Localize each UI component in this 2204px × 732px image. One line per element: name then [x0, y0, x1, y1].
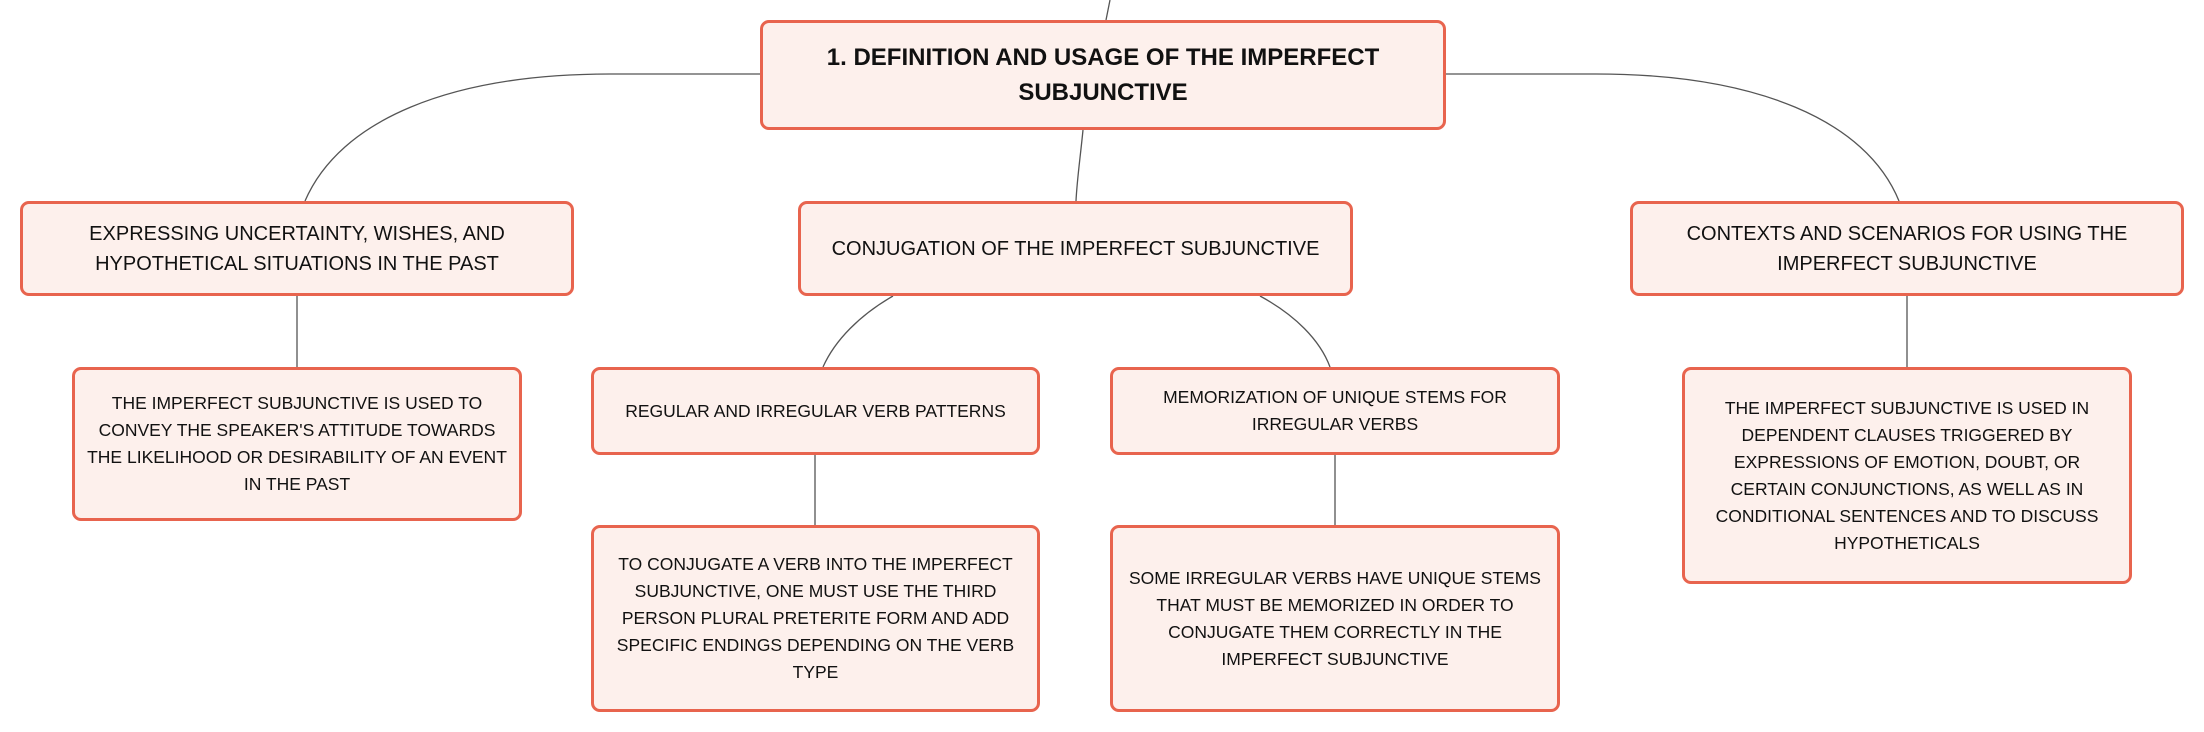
detail-node-verb-patterns[interactable]	[591, 525, 1040, 712]
detail-node-contexts[interactable]	[1682, 367, 2132, 584]
topic-label-contexts: CONTEXTS AND SCENARIOS FOR USING THE IMPERFECT SUBJUNCTIVE	[1686, 222, 2128, 275]
connector-root-to-right	[1446, 74, 1899, 201]
detail-label-verb-patterns: TO CONJUGATE A VERB INTO THE IMPERFECT SUBJUNCTIVE, ONE MUST USE THE THIRD PERSON PLURAL PRETERITE FORM AND ADD SPECIFIC ENDINGS DEPENDING ON THE VERB TYPE	[616, 554, 1015, 682]
detail-label-contexts: THE IMPERFECT SUBJUNCTIVE IS USED IN DEPENDENT CLAUSES TRIGGERED BY EXPRESSIONS OF EMOTION, DOUBT, OR CERTAIN CONJUNCTIONS, AS WELL AS IN CONDITIONAL SENTENCES AND TO DISCUSS HYPOTHETICALS	[1715, 397, 2099, 553]
subtopic-label-verb-patterns: REGULAR AND IRREGULAR VERB PATTERNS	[625, 400, 1006, 421]
detail-node-memorization[interactable]	[1110, 525, 1560, 712]
detail-label-uncertainty: THE IMPERFECT SUBJUNCTIVE IS USED TO CONVEY THE SPEAKER'S ATTITUDE TOWARDS THE LIKELIHOOD OR DESIRABILITY OF AN EVENT IN THE PAST	[87, 393, 507, 494]
connector-root-to-middle	[1076, 130, 1083, 201]
topic-node-conjugation[interactable]	[798, 201, 1353, 296]
connector-middle-to-regular	[823, 296, 893, 367]
topic-label-uncertainty: EXPRESSING UNCERTAINTY, WISHES, AND HYPOTHETICAL SITUATIONS IN THE PAST	[89, 222, 505, 275]
connector-middle-to-memorization	[1260, 296, 1330, 367]
subtopic-label-memorization: MEMORIZATION OF UNIQUE STEMS FOR IRREGULAR VERBS	[1163, 387, 1507, 434]
detail-label-memorization: SOME IRREGULAR VERBS HAVE UNIQUE STEMS THAT MUST BE MEMORIZED IN ORDER TO CONJUGATE THEM CORRECTLY IN THE IMPERFECT SUBJUNCTIVE	[1129, 567, 1541, 669]
subtopic-node-verb-patterns[interactable]	[591, 367, 1040, 455]
connector-root-to-parent	[1106, 0, 1110, 20]
topic-node-uncertainty[interactable]	[20, 201, 574, 296]
topic-node-contexts[interactable]	[1630, 201, 2184, 296]
connector-root-to-left	[305, 74, 760, 201]
root-topic-label: 1. DEFINITION AND USAGE OF THE IMPERFECT SUBJUNCTIVE	[826, 44, 1380, 106]
detail-node-uncertainty[interactable]	[72, 367, 522, 521]
root-topic-node[interactable]	[760, 20, 1446, 130]
subtopic-node-memorization[interactable]	[1110, 367, 1560, 455]
topic-label-conjugation: CONJUGATION OF THE IMPERFECT SUBJUNCTIVE	[831, 237, 1320, 260]
